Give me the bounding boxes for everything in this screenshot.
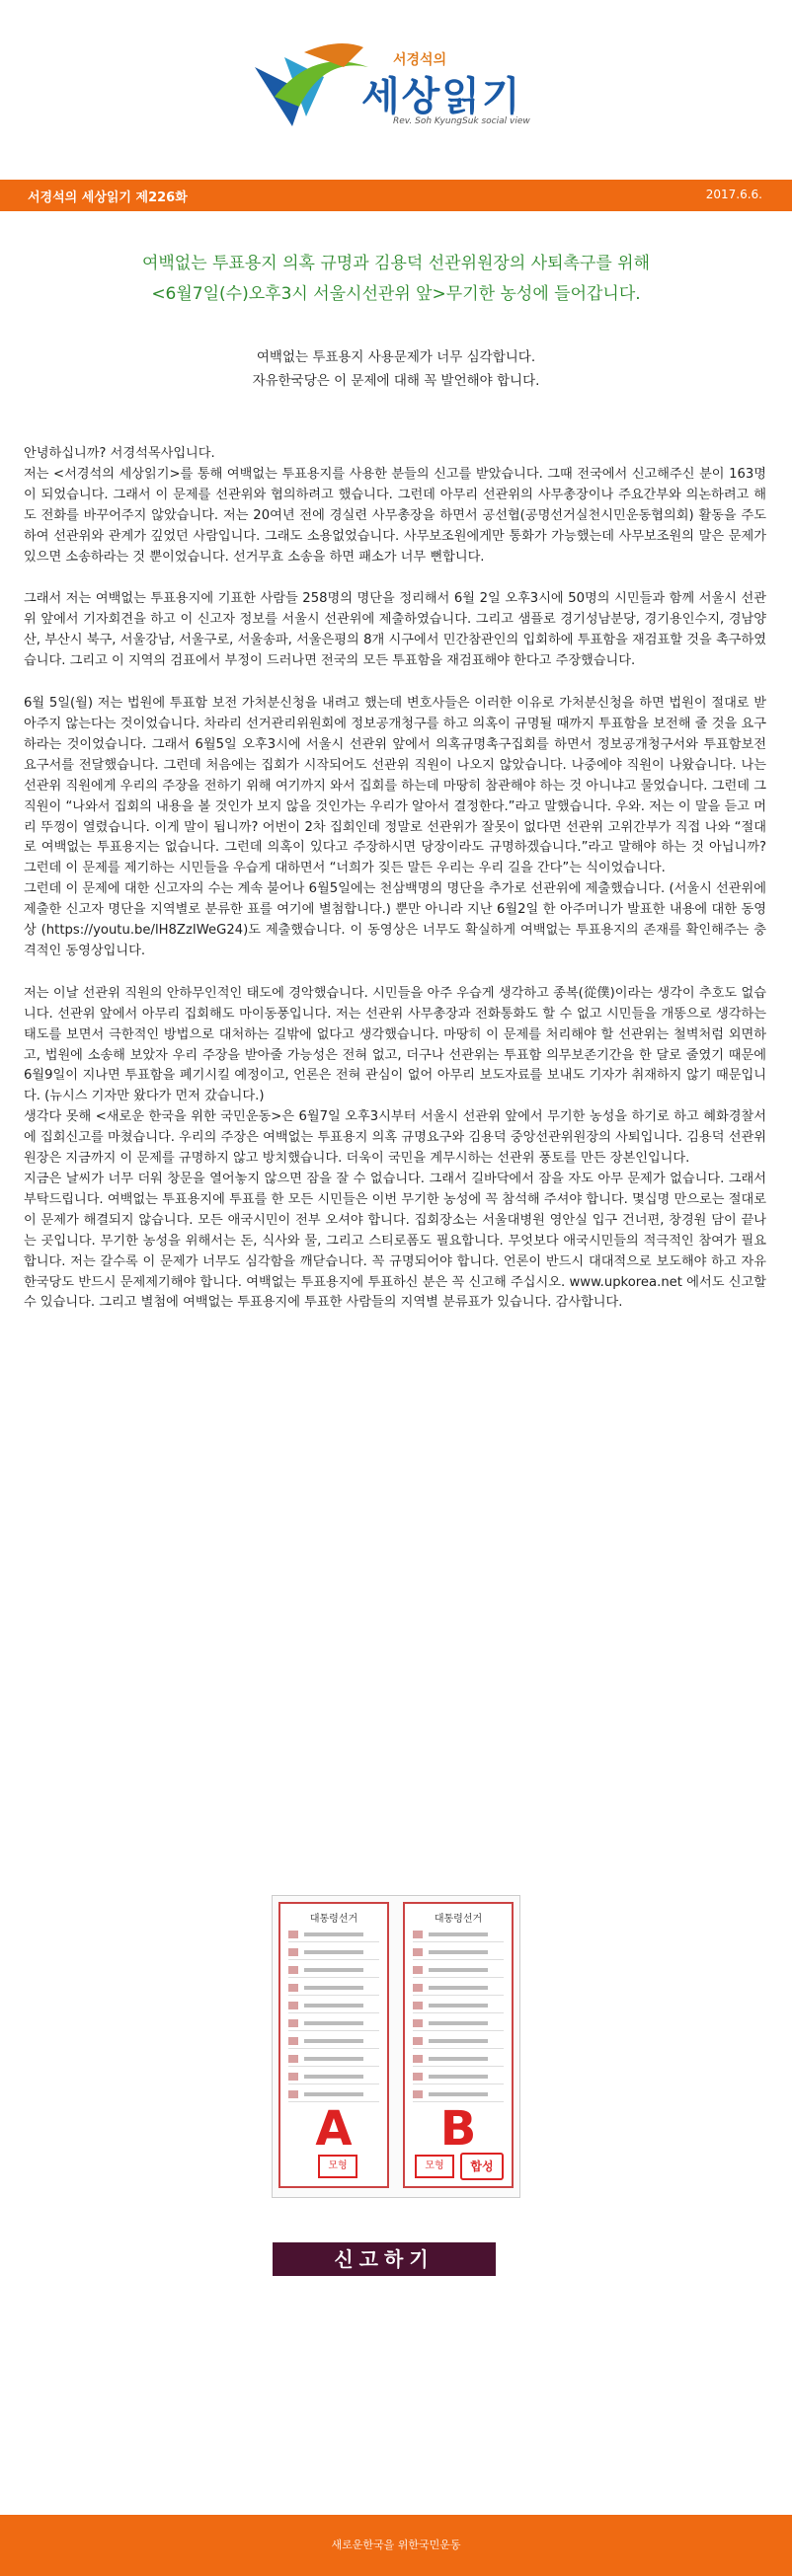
logo-small-text: 서경석의 (393, 52, 447, 68)
paragraph: 안녕하십니까? 서경석목사입니다. 저는 <서경석의 세상읽기>를 통해 여백없는 투표용지를 사용한 분들의 신고를 받았습니다. 그때 전국에서 신고해주신 분이 163명이 되었습니다. 그래서 이 문제를 선관위와 협의하려고 했습니다. 그런데 아무리 선관위의 사무총장이나 주요간부와 의논하려고 해도 전화를 바꾸어주지 않았습니다. 저는 20여년 전에 경실련 사무총장을 하면서 공선협(공명선거실천시민운동협의회) 활동을 주도하여 선관위와 관계가 깊었던 사람입니다. 그래도 소용없었습니다. 사무보조원에게만 통화가 가능했는데 사무보조원의 말은 문제가 있으면 소송하라는 것 뿐이었습니다. 선거무효 소송을 하면 패소가 너무 뻔합니다. (24, 446, 766, 565)
ballot-a-candidates (288, 1928, 379, 2105)
paragraph: 저는 이날 선관위 직원의 안하무인적인 태도에 경악했습니다. 시민들을 아주 우습게 생각하고 종복(從僕)이라는 생각이 추호도 없습니다. 선관위 앞에서 아무리 집회해도 마이동풍입니다. 저는 선관위 사무총장과 전화통화도 할 수 없고 시민들을 개똥으로 생각하는 태도를 보면서 극한적인 방법으로 대처하는 길밖에 없다고 생각했습니다. 마땅히 이 문제를 처리해야 할 선관위는 철벽처럼 외면하고, 법원에 소송해 보았자 우리 주장을 받아줄 가능성은 전혀 없고, 더구나 선관위는 투표함 의무보존기간을 한 달로 줄였기 때문에 6월9일이 지나면 투표함을 폐기시킬 예정이고, 언론은 전혀 관심이 없어 아무리 보도자료를 보내도 기자가 취재하지 않기 때문입니다. (뉴시스 기자만 왔다가 먼저 갔습니다.) 생각다 못해 <새로운 한국을 위한 국민운동>은 6월7일 오후3시부터 서울시 선관위 앞에서 무기한 농성을 하기로 하고 혜화경찰서에 집회신고를 마쳤습니다. 우리의 주장은 여백없는 투표용지 의혹 규명요구와 김용덕 중앙선관위원장의 사퇴입니다. 김용덕 선관위원장은 지금까지 이 문제를 규명하지 않고 방치했습니다. 더욱이 국민을 계무시하는 선관위 풍토를 만든 장본인입니다. 지금은 날씨가 너무 더워 창문을 열어놓지 않으면 잠을 잘 수 없습니다. 그래서 길바닥에서 잠을 자도 아무 문제가 없습니다. 그래서 부탁드립니다. 여백없는 투표용지에 투표를 한 모든 시민들은 이번 무기한 농성에 꼭 참석해 주셔야 합니다. 몇십명 만으로는 절대로 이 문제가 해결되지 않습니다. 모든 애국시민이 전부 오셔야 합니다. 집회장소는 서울대병원 영안실 입구 건너편, 창경원 담이 끝나는 곳입니다. 무기한 농성을 위해서는 돈, 식사와 물, 그리고 스티로폼도 필요합니다. 무엇보다 애국시민들의 적극적인 참여가 필요합니다. 저는 갈수록 이 문제가 너무도 심각함을 깨닫습니다. 꼭 규명되어야 합니다. 언론이 반드시 대대적으로 보도해야 하고 자유한국당도 반드시 문제제기해야 합니다. 여백없는 투표용지에 투표하신 분은 꼭 신고해 주십시오. www.upkorea.net 에서도 신고할 수 있습니다. 그리고 별첨에 여백없는 투표용지에 투표한 사람들의 지역별 분류표가 있습니다. 감사합니다. (24, 985, 766, 1311)
report-button[interactable]: 신고하기 (273, 2242, 496, 2276)
ballot-b-heading: 대통령선거 (434, 1914, 483, 1925)
ballot-b-candidates (413, 1928, 504, 2105)
issue-title: 서경석의 세상읽기 제226화 (28, 190, 188, 205)
article-body (24, 444, 766, 1314)
site-logo[interactable] (245, 38, 561, 136)
logo-title: 세상읽기 (361, 74, 522, 119)
ballot-a-heading: 대통령선거 (309, 1914, 358, 1925)
headline-line-1: 여백없는 투표용지 의혹 규명과 김용덕 선관위원장의 사퇴촉구를 위해 (141, 254, 651, 273)
ballot-b-stamp: 모형 (415, 2155, 454, 2178)
footer-org-name: 새로운한국을 위한국민운동 (331, 2538, 461, 2551)
footer (0, 2515, 792, 2576)
logo-subtitle: Rev. Soh KyungSuk social view (393, 116, 530, 126)
ballot-b (403, 1902, 514, 2188)
ballot-b-stamp-composite: 합성 (460, 2153, 504, 2180)
subheadline-line-2: 자유한국당은 이 문제에 대해 꼭 발언해야 합니다. (252, 373, 540, 389)
logo-swoosh-icon (245, 38, 373, 136)
ballot-b-letter: B (439, 2101, 477, 2157)
headline (20, 249, 772, 310)
subheadline (20, 345, 772, 393)
paragraph: 그래서 저는 여백없는 투표용지에 기표한 사람들 258명의 명단을 정리해서 6월 2일 오후3시에 50명의 시민들과 함께 서울시 선관위 앞에서 기자회견을 하고 이 신고자 정보를 서울시 선관위에 제출하였습니다. 그리고 샘플로 경기성남분당, 경기용인수지, 경남양산, 부산시 북구, 서울강남, 서울구로, 서울송파, 서울은평의 8개 시구에서 민간참관인의 입회하에 투표함을 재검표할 것을 촉구하였습니다. 그리고 이 지역의 검표에서 부정이 드러나면 전국의 모든 투표함을 재검표해야 한다고 주장했습니다. (24, 591, 766, 669)
paragraph: 6월 5일(월) 저는 법원에 투표함 보전 가처분신청을 내려고 했는데 변호사들은 이러한 이유로 가처분신청을 하면 법원이 절대로 받아주지 않는다는 것이었습니다. 차라리 선거관리위원회에 정보공개청구를 하고 의혹이 규명될 때까지 투표함을 보전해 줄 것을 요구하라는 것이었습니다. 그래서 6월5일 오후3시에 서울시 선관위 앞에서 의혹규명촉구집회를 하면서 정보공개청구서와 투표함보전 요구서를 전달했습니다. 그런데 처음에는 집회가 시작되어도 선관위 직원이 나오지 않았습니다. 나중에야 직원이 나왔습니다. 나는 선관위 직원에게 우리의 주장을 전하기 위해 여기까지 와서 집회를 하는데 마땅히 참관해야 하는 것 아니냐고 물었습니다. 그런데 그 직원이 “나와서 집회의 내용을 볼 것인가 보지 않을 것인가는 우리가 알아서 결정한다.”라고 말했습니다. 우와. 저는 이 말을 듣고 머리 뚜껑이 열렸습니다. 이게 말이 됩니까? 어번이 2차 집회인데 정말로 선관위가 잘못이 없다면 선관위 고위간부가 직접 나와 “절대로 여백없는 투표용지는 없습니다. 그런데 의혹이 있다고 주장하시면 당장이라도 규명하겠습니다.”라고 말해야 하는 것 아닙니까? 그런데 이 문제를 제기하는 시민들을 우습게 대하면서 “너희가 짖든 말든 우리는 우리 길을 간다”는 식이었습니다. 그런데 이 문제에 대한 신고자의 수는 계속 불어나 6월5일에는 천삼백명의 명단을 추가로 선관위에 제출했습니다. (서울시 선관위에 제출한 신고자 명단을 지역별로 분류한 표를 여기에 별첨합니다.) 뿐만 아니라 지난 6월2일 한 아주머니가 발표한 내용에 대한 동영상 (https://youtu.be/lH8ZzIWeG24)도 제출했습니다. 이 동영상은 너무도 확실하게 여백없는 투표용지의 존재를 확인해주는 충격적인 동영상입니다. (24, 696, 766, 958)
subheadline-line-1: 여백없는 투표용지 사용문제가 너무 심각합니다. (256, 349, 536, 365)
issue-date: 2017.6.6. (705, 188, 762, 201)
ballot-comparison-image (272, 1895, 520, 2198)
headline-line-2: <6월7일(수)오후3시 서울시선관위 앞>무기한 농성에 들어갑니다. (151, 284, 641, 304)
issue-band (0, 180, 792, 211)
header (0, 0, 792, 158)
ballot-a-letter: A (315, 2101, 353, 2157)
ballot-a-stamp: 모형 (318, 2155, 357, 2178)
ballot-a (278, 1902, 389, 2188)
